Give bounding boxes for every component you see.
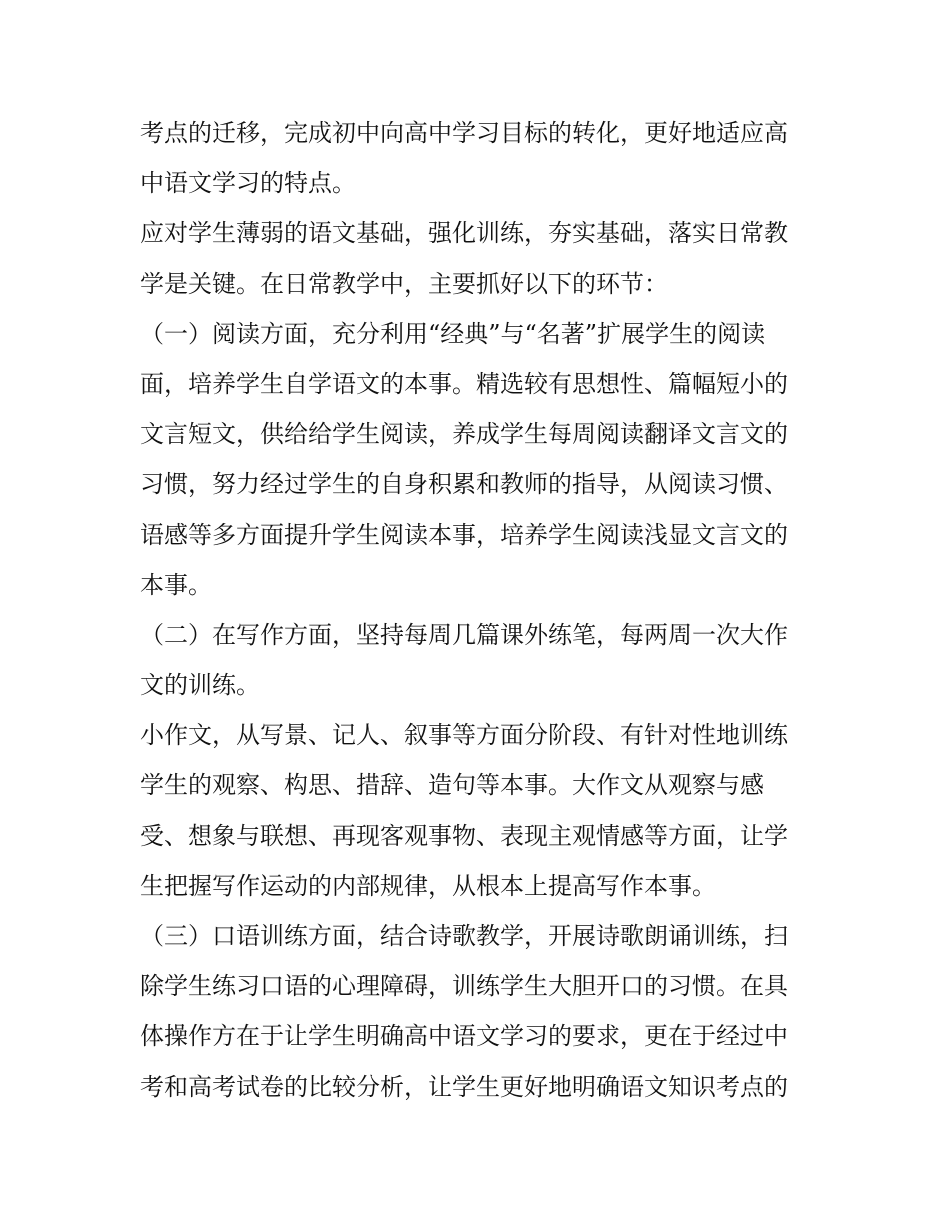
text-line: 文言短文，供给给学生阅读，养成学生每周阅读翻译文言文的 (140, 420, 788, 449)
text-line: 应对学生薄弱的语文基础，强化训练，夯实基础，落实日常教 (140, 219, 788, 248)
text-line: 受、想象与联想、再现客观事物、表现主观情感等方面，让学 (140, 821, 788, 850)
text-line: 本事。 (140, 570, 212, 599)
text-line: （三）口语训练方面，结合诗歌教学，开展诗歌朗诵训练，扫 (140, 922, 788, 950)
text-line: 体操作方在于让学生明确高中语文学习的要求，更在于经过中 (140, 1022, 788, 1051)
text-line: 文的训练。 (140, 671, 260, 700)
text-line: （一）阅读方面，充分利用“经典”与“名著”扩展学生的阅读 (140, 319, 766, 348)
text-line: 小作文，从写景、记人、叙事等方面分阶段、有针对性地训练 (140, 721, 788, 750)
text-line: 生把握写作运动的内部规律，从根本上提高写作本事。 (140, 871, 716, 900)
text-line: 面，培养学生自学语文的本事。精选较有思想性、篇幅短小的 (140, 369, 788, 398)
text-line: 中语文学习的特点。 (140, 169, 356, 198)
text-line: （二）在写作方面，坚持每周几篇课外练笔，每两周一次大作 (140, 620, 788, 649)
text-line: 语感等多方面提升学生阅读本事，培养学生阅读浅显文言文的 (140, 520, 788, 549)
text-line: 考点的迁移，完成初中向高中学习目标的转化，更好地适应高 (140, 119, 788, 147)
text-line: 考和高考试卷的比较分析，让学生更好地明确语文知识考点的 (140, 1072, 788, 1101)
text-line: 除学生练习口语的心理障碍，训练学生大胆开口的习惯。在具 (140, 972, 788, 1001)
document-body (140, 108, 820, 1112)
text-line: 学生的观察、构思、措辞、造句等本事。大作文从观察与感 (140, 771, 764, 800)
text-line: 习惯，努力经过学生的自身积累和教师的指导，从阅读习惯、 (140, 470, 788, 499)
text-line: 学是关键。在日常教学中，主要抓好以下的环节： (140, 269, 668, 298)
